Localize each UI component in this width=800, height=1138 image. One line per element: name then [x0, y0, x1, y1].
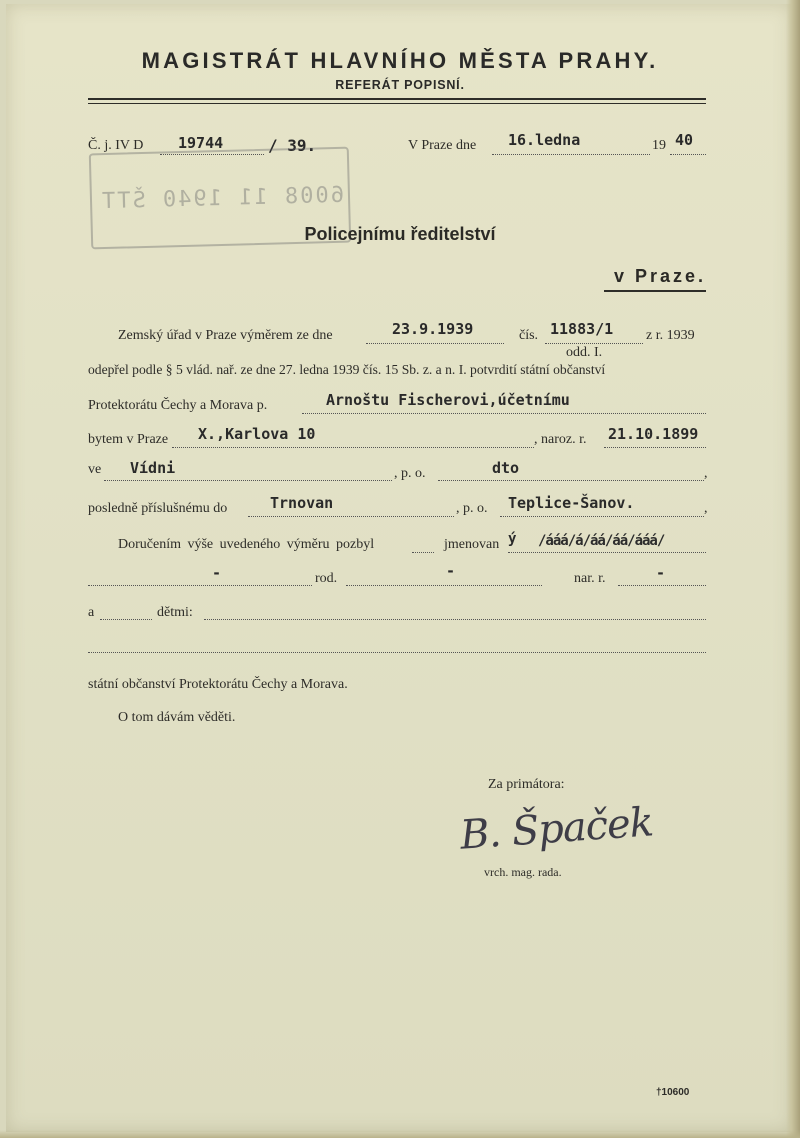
place-date-label: V Praze dne — [408, 138, 477, 153]
fill-line — [412, 552, 434, 553]
birth-year-label: nar. r. — [574, 571, 606, 586]
decree-year: z r. 1939 — [646, 328, 695, 343]
named-suffix: ý — [508, 531, 517, 547]
legal-basis: odepřel podle § 5 vlád. nař. ze dne 27. ledna 1939 čís. 15 Sb. z. a n. I. potvrdití státní občanství — [88, 362, 606, 377]
reference-number: 19744 — [178, 134, 224, 152]
fill-line — [618, 585, 706, 586]
notification-statement: O tom dávám věděti. — [118, 710, 236, 725]
fill-line — [204, 619, 706, 620]
issuer-department: REFERÁT POPISNÍ. — [335, 78, 465, 92]
domicile-district: Teplice-Šanov. — [508, 494, 635, 512]
residence-label: bytem v Praze — [88, 432, 169, 447]
po-label: , p. o. — [394, 466, 426, 481]
residence-address: X.,Karlova 10 — [198, 425, 316, 443]
issue-date: 16.ledna — [508, 131, 581, 149]
fill-line — [88, 585, 312, 586]
issue-year-prefix: 19 — [652, 138, 666, 153]
fill-line — [438, 480, 704, 481]
decree-number-label: čís. — [519, 328, 539, 343]
decree-date: 23.9.1939 — [392, 320, 474, 338]
addressee-city: v Praze. — [613, 266, 706, 286]
comma: , — [704, 501, 708, 516]
fill-line — [366, 343, 504, 344]
fill-line — [172, 447, 534, 448]
closing-statement: státní občanství Protektorátu Čechy a Morava. — [88, 677, 348, 692]
dash-2: - — [446, 562, 456, 580]
maiden-name-label: rod. — [315, 571, 338, 586]
reference-year: / 39. — [268, 136, 317, 155]
fill-line — [346, 585, 542, 586]
issue-year-suffix: 40 — [675, 131, 694, 149]
po-label-2: , p. o. — [456, 501, 488, 516]
fill-line — [248, 516, 454, 517]
fill-line — [492, 154, 650, 155]
fill-line — [604, 447, 706, 448]
comma: , — [704, 466, 708, 481]
decree-intro: Zemský úřad v Praze výměrem ze dne — [118, 328, 333, 343]
fill-line — [670, 154, 706, 155]
person-name: Arnoštu Fischerovi,účetnímu — [326, 391, 570, 409]
addressee-rule — [604, 290, 706, 292]
header-rule-thin — [88, 103, 706, 104]
form-number: †10600 — [656, 1087, 690, 1098]
reference-label: Č. j. IV D — [88, 138, 144, 153]
loss-statement: Doručením výše uvedeného výměru pozbyl — [118, 537, 375, 552]
fill-line — [88, 652, 706, 653]
signatory-title: vrch. mag. rada. — [484, 865, 562, 879]
domicile-label: posledně příslušnému do — [88, 501, 228, 516]
fill-line — [100, 619, 152, 620]
dash-3: - — [656, 564, 666, 582]
fill-line — [104, 480, 392, 481]
fill-line — [302, 413, 706, 414]
named-label: jmenovan — [444, 537, 500, 552]
citizenship-line: Protektorátu Čechy a Morava p. — [88, 398, 268, 413]
birth-date: 21.10.1899 — [608, 425, 699, 443]
children-label: dětmi: — [157, 605, 193, 620]
department: odd. I. — [566, 345, 603, 360]
addressee-name: Policejnímu ředitelství — [304, 224, 496, 244]
stamp-text: 6008 11 1940 ŠTT — [99, 182, 345, 215]
fill-line — [508, 552, 706, 553]
fill-line — [500, 516, 704, 517]
paper-edge-bottom — [0, 1130, 800, 1138]
signature-for-label: Za primátora: — [488, 777, 565, 792]
birth-label: , naroz. r. — [534, 432, 587, 447]
birthplace: Vídni — [130, 459, 176, 477]
signature: B. Špaček — [458, 799, 655, 859]
domicile: Trnovan — [270, 494, 334, 512]
paper-edge — [786, 0, 800, 1138]
struck-out-text: /ááá/á/áá/áá/ááá/ — [538, 533, 665, 549]
birthplace-prefix: ve — [88, 462, 102, 477]
fill-line — [545, 343, 643, 344]
and-label: a — [88, 605, 95, 620]
header-rule — [88, 98, 706, 100]
decree-number: 11883/1 — [550, 320, 614, 338]
birthplace-district: dto — [492, 459, 520, 477]
dash-1: - — [212, 564, 222, 582]
issuer-title: MAGISTRÁT HLAVNÍHO MĚSTA PRAHY. — [141, 48, 659, 73]
